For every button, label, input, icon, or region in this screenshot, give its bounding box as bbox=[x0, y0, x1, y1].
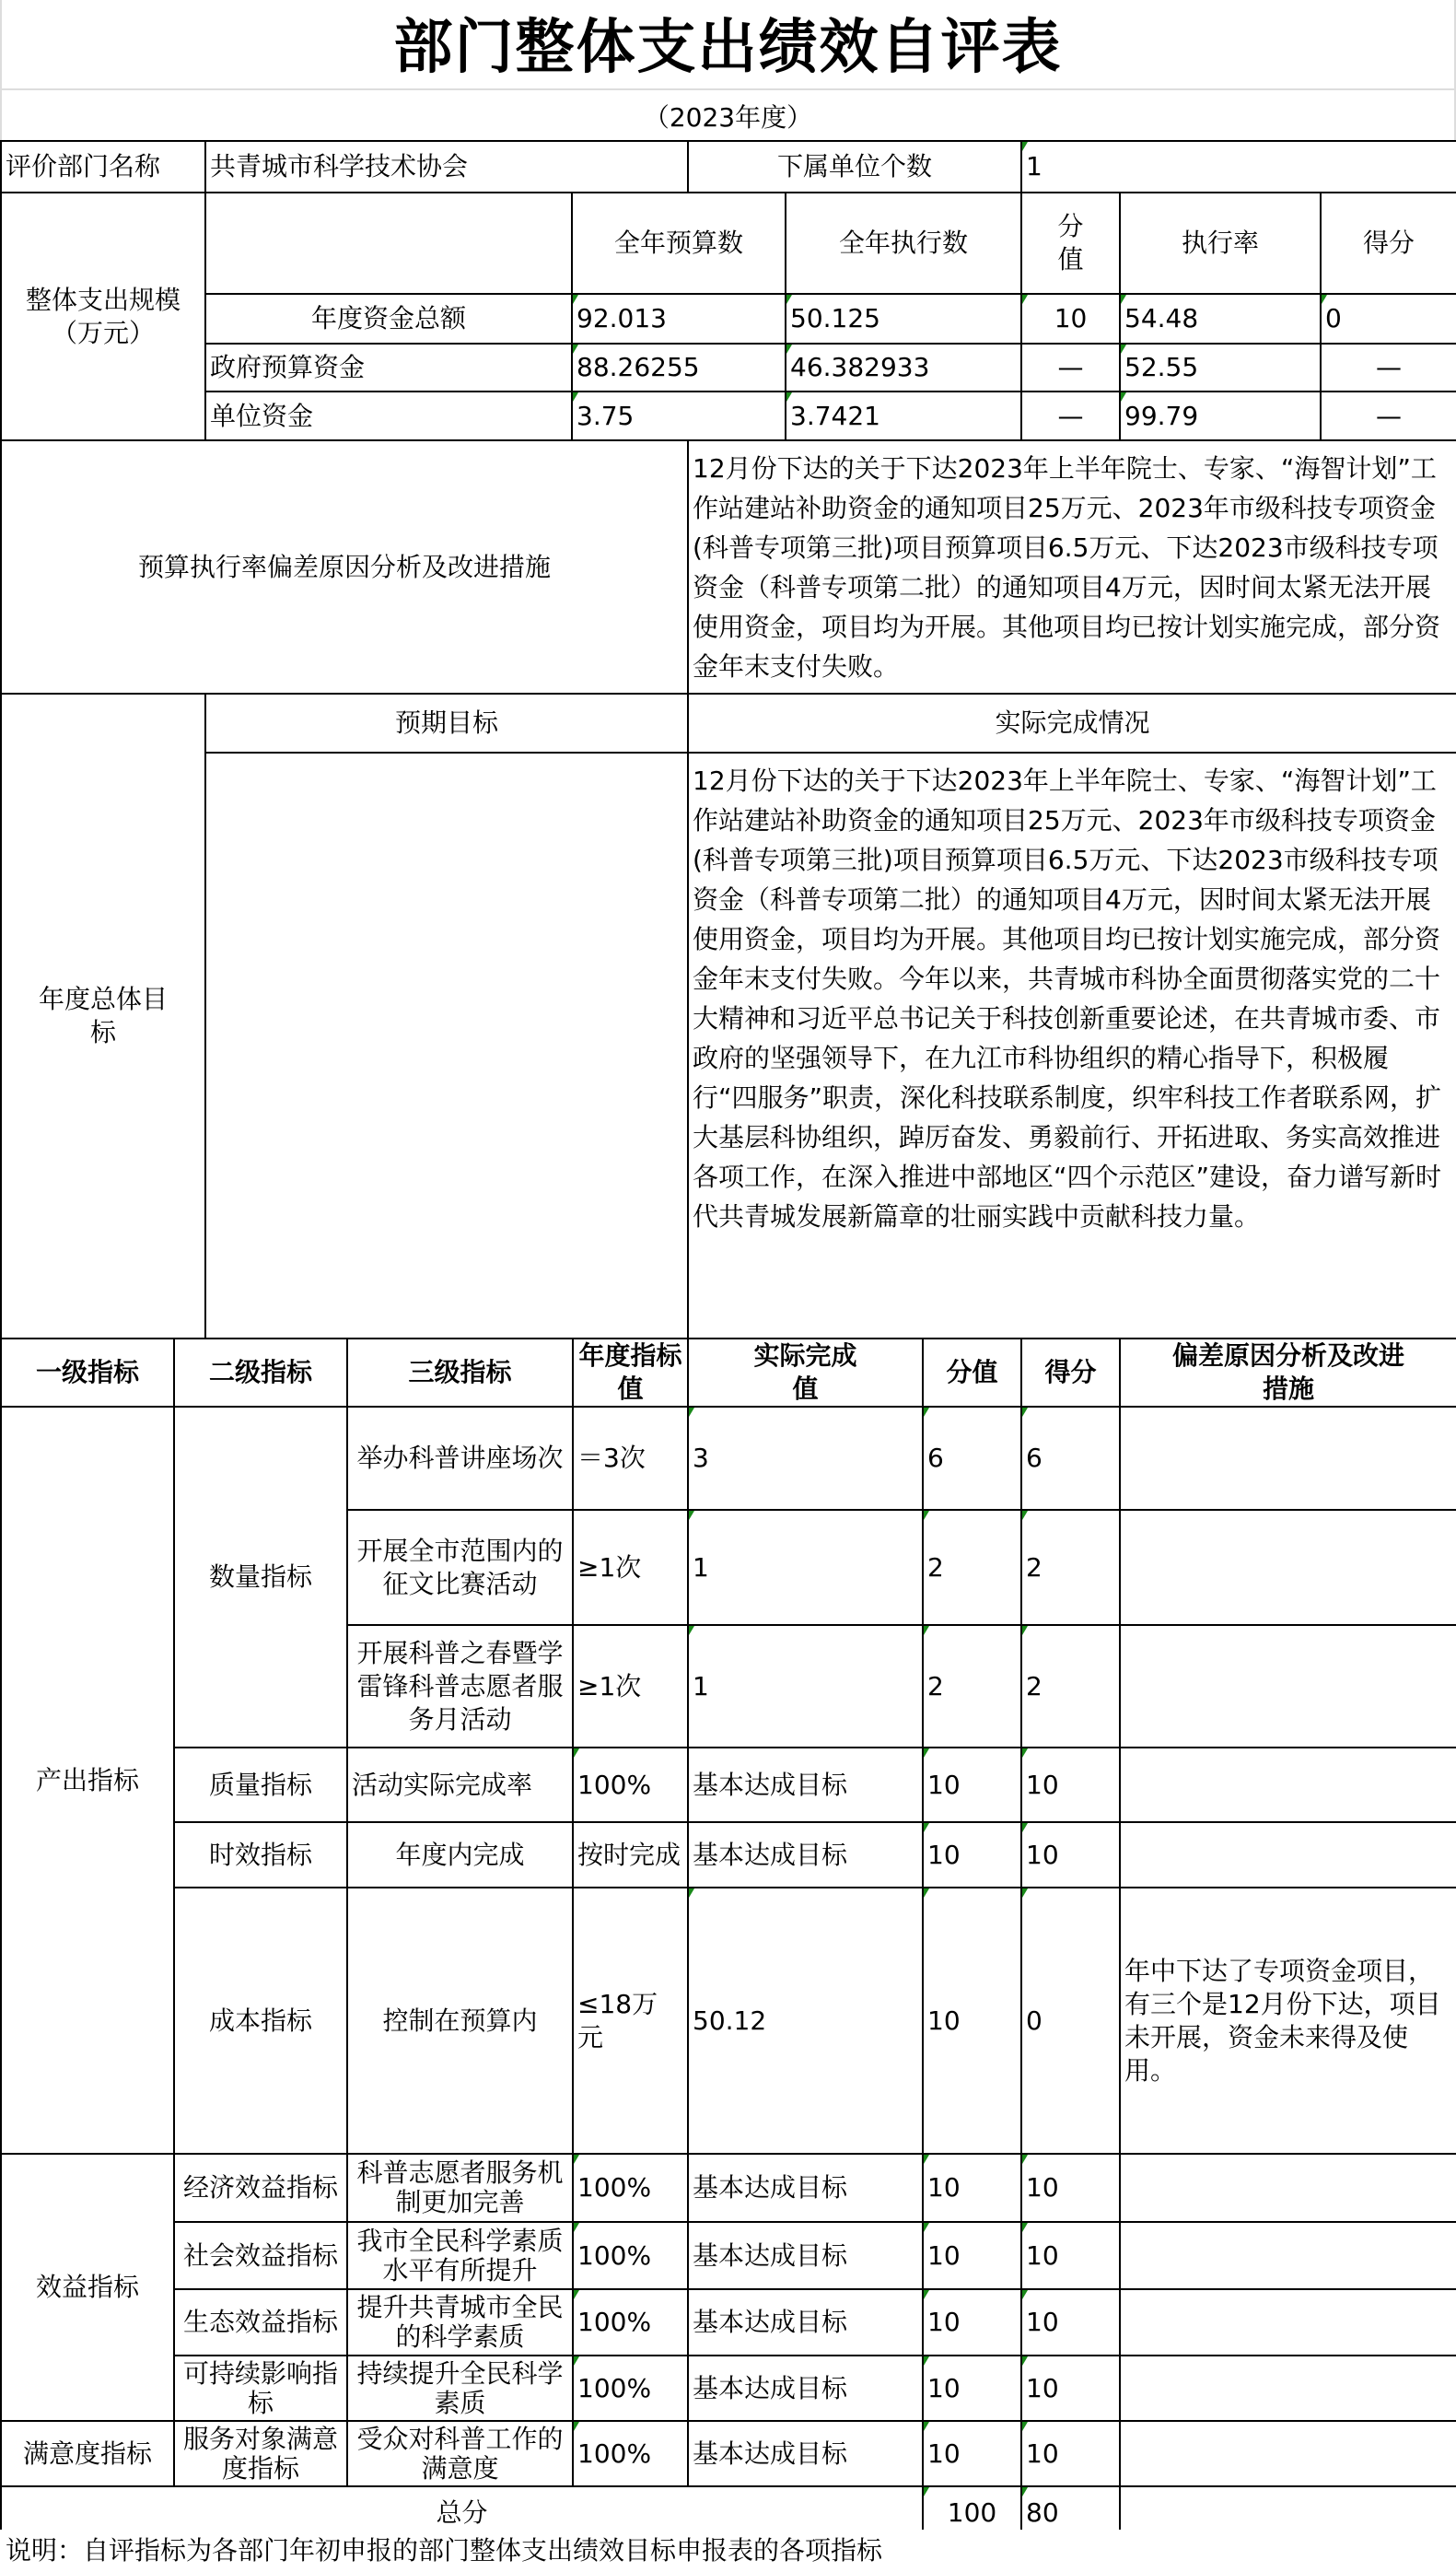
header-rate: 执行率 bbox=[1120, 193, 1321, 294]
sub-units-value: 1 bbox=[1021, 141, 1456, 193]
analysis-label: 预算执行率偏差原因分析及改进措施 bbox=[1, 440, 688, 694]
indicator-name: 开展全市范围内的征文比赛活动 bbox=[347, 1510, 573, 1625]
indicator-row bbox=[1, 1407, 1456, 1510]
header-deviation: 偏差原因分析及改进措施 bbox=[1120, 1339, 1456, 1407]
expenditure-row bbox=[1, 294, 1456, 344]
indicator-target: 100% bbox=[573, 2222, 688, 2289]
indicator-actual: 基本达成目标 bbox=[688, 2154, 923, 2222]
level2-service-satisfaction: 服务对象满意度指标 bbox=[174, 2421, 347, 2486]
blank-cell bbox=[205, 193, 572, 294]
indicators-table bbox=[0, 1338, 1456, 2541]
header-target: 年度指标值 bbox=[573, 1339, 688, 1407]
total-score: 80 bbox=[1021, 2486, 1120, 2540]
header-score: 得分 bbox=[1021, 1339, 1120, 1407]
indicator-score-value: 10 bbox=[923, 1822, 1021, 1888]
indicator-score: 10 bbox=[1021, 2154, 1120, 2222]
expenditure-header-row bbox=[1, 193, 1456, 294]
indicator-score: 0 bbox=[1021, 1888, 1120, 2154]
budget-cell: 3.75 bbox=[572, 392, 786, 440]
indicator-target: 100% bbox=[573, 2154, 688, 2222]
score-cell: 0 bbox=[1321, 294, 1456, 344]
indicator-name: 持续提升全民科学素质 bbox=[347, 2356, 573, 2421]
goals-header-row bbox=[1, 694, 1456, 753]
header-executed: 全年执行数 bbox=[786, 193, 1021, 294]
indicator-name: 科普志愿者服务机制更加完善 bbox=[347, 2154, 573, 2222]
indicator-note bbox=[1120, 2154, 1456, 2222]
expenditure-row bbox=[1, 392, 1456, 440]
indicator-score-value: 10 bbox=[923, 2154, 1021, 2222]
expected-header: 预期目标 bbox=[205, 694, 688, 753]
indicator-name: 我市全民科学素质水平有所提升 bbox=[347, 2222, 573, 2289]
indicator-note bbox=[1120, 1510, 1456, 1625]
dept-expenditure-table bbox=[0, 140, 1456, 695]
actual-text: 12月份下达的关于下达2023年上半年院士、专家、“海智计划”工作站建站补助资金的通知项目25万元、2023年市级科技专项资金(科普专项第三批)项目预算项目6.5万元、下达2023市级科技专项资金（科普专项第二批）的通知项目4万元，因时间太紧无法开展使用资金，项目均为开展。其他项目均已按计划实施完成，部分资金年末支付失败。今年以来，共青城市科协全面贯彻落实党的二十大精神和习近平总书记关于科技创新重要论述，在共青城市委、市政府的坚强领导下，在九江市科协组织的精心指导下，积极履行“四服务”职责，深化科技联系制度，织牢科技工作者联系网，扩大基层科协组织，踔厉奋发、勇毅前行、开拓进取、务实高效推进各项工作，在深入推进中部地区“四个示范区”建设，奋力谱写新时代共青城发展新篇章的壮丽实践中贡献科技力量。 bbox=[688, 753, 1456, 1339]
indicator-actual: 基本达成目标 bbox=[688, 2356, 923, 2421]
indicator-score: 10 bbox=[1021, 2289, 1120, 2356]
level1-benefit: 效益指标 bbox=[1, 2154, 174, 2421]
rate-cell: 99.79 bbox=[1120, 392, 1321, 440]
indicator-score-value: 10 bbox=[923, 1748, 1021, 1822]
goals-table bbox=[0, 693, 1456, 1339]
indicator-name: 年度内完成 bbox=[347, 1822, 573, 1888]
indicator-name: 受众对科普工作的满意度 bbox=[347, 2421, 573, 2486]
indicator-score-value: 2 bbox=[923, 1625, 1021, 1748]
indicator-target: 100% bbox=[573, 2289, 688, 2356]
indicator-target: 100% bbox=[573, 2421, 688, 2486]
indicator-row bbox=[1, 1888, 1456, 2154]
indicator-note bbox=[1120, 1625, 1456, 1748]
analysis-text: 12月份下达的关于下达2023年上半年院士、专家、“海智计划”工作站建站补助资金的通知项目25万元、2023年市级科技专项资金(科普专项第三批)项目预算项目6.5万元、下达2023市级科技专项资金（科普专项第二批）的通知项目4万元，因时间太紧无法开展使用资金，项目均为开展。其他项目均已按计划实施完成，部分资金年末支付失败。 bbox=[688, 440, 1456, 694]
indicator-note bbox=[1120, 2289, 1456, 2356]
indicator-row bbox=[1, 2222, 1456, 2289]
executed-cell: 3.7421 bbox=[786, 392, 1021, 440]
indicator-score: 10 bbox=[1021, 1748, 1120, 1822]
indicator-row bbox=[1, 2289, 1456, 2356]
goals-label: 年度总体目标 bbox=[1, 694, 205, 1339]
level2-ecological: 生态效益指标 bbox=[174, 2289, 347, 2356]
indicator-name: 举办科普讲座场次 bbox=[347, 1407, 573, 1510]
indicator-actual: 50.12 bbox=[688, 1888, 923, 2154]
analysis-row bbox=[1, 440, 1456, 694]
level2-cost: 成本指标 bbox=[174, 1888, 347, 2154]
indicator-score-value: 10 bbox=[923, 2356, 1021, 2421]
indicator-score: 10 bbox=[1021, 2421, 1120, 2486]
row-name: 年度资金总额 bbox=[205, 294, 572, 344]
executed-cell: 50.125 bbox=[786, 294, 1021, 344]
indicator-row bbox=[1, 2356, 1456, 2421]
level2-social: 社会效益指标 bbox=[174, 2222, 347, 2289]
dept-row bbox=[1, 141, 1456, 193]
indicator-name: 开展科普之春暨学雷锋科普志愿者服务月活动 bbox=[347, 1625, 573, 1748]
header-budget: 全年预算数 bbox=[572, 193, 786, 294]
indicator-name: 控制在预算内 bbox=[347, 1888, 573, 2154]
expenditure-row bbox=[1, 344, 1456, 392]
total-label: 总分 bbox=[1, 2486, 923, 2540]
budget-cell: 88.26255 bbox=[572, 344, 786, 392]
executed-cell: 46.382933 bbox=[786, 344, 1021, 392]
indicator-note bbox=[1120, 2222, 1456, 2289]
indicator-actual: 基本达成目标 bbox=[688, 1822, 923, 1888]
indicator-actual: 基本达成目标 bbox=[688, 1748, 923, 1822]
level2-quantity: 数量指标 bbox=[174, 1407, 347, 1748]
indicator-row bbox=[1, 1822, 1456, 1888]
indicator-actual: 1 bbox=[688, 1625, 923, 1748]
header-score-value: 分值 bbox=[923, 1339, 1021, 1407]
indicator-score-value: 10 bbox=[923, 2289, 1021, 2356]
budget-cell: 92.013 bbox=[572, 294, 786, 344]
indicator-name: 提升共青城市全民的科学素质 bbox=[347, 2289, 573, 2356]
indicator-row bbox=[1, 2421, 1456, 2486]
indicator-target: ≤18万元 bbox=[573, 1888, 688, 2154]
goals-body-row bbox=[1, 753, 1456, 1339]
indicator-note bbox=[1120, 2356, 1456, 2421]
indicator-actual: 1 bbox=[688, 1510, 923, 1625]
indicator-actual: 3 bbox=[688, 1407, 923, 1510]
level2-quality: 质量指标 bbox=[174, 1748, 347, 1822]
indicator-target: 按时完成 bbox=[573, 1822, 688, 1888]
indicator-name: 活动实际完成率 bbox=[347, 1748, 573, 1822]
indicator-row bbox=[1, 2154, 1456, 2222]
level2-sustainability: 可持续影响指标 bbox=[174, 2356, 347, 2421]
header-score: 得分 bbox=[1321, 193, 1456, 294]
header-score-value: 分值 bbox=[1021, 193, 1120, 294]
score-value-cell: — bbox=[1021, 392, 1120, 440]
indicator-score-value: 2 bbox=[923, 1510, 1021, 1625]
indicator-note bbox=[1120, 1407, 1456, 1510]
indicator-row bbox=[1, 1748, 1456, 1822]
indicator-note bbox=[1120, 2421, 1456, 2486]
indicator-score: 6 bbox=[1021, 1407, 1120, 1510]
indicator-target: 100% bbox=[573, 1748, 688, 1822]
footnote: 说明：自评指标为各部门年初申报的部门整体支出绩效目标申报表的各项指标 bbox=[0, 2530, 1456, 2572]
score-cell: — bbox=[1321, 344, 1456, 392]
level2-timeliness: 时效指标 bbox=[174, 1822, 347, 1888]
header-level1: 一级指标 bbox=[1, 1339, 174, 1407]
indicator-target: 100% bbox=[573, 2356, 688, 2421]
score-value-cell: — bbox=[1021, 344, 1120, 392]
sub-units-label: 下属单位个数 bbox=[688, 141, 1021, 193]
level1-output: 产出指标 bbox=[1, 1407, 174, 2154]
indicator-actual: 基本达成目标 bbox=[688, 2222, 923, 2289]
page-title: 部门整体支出绩效自评表 bbox=[0, 0, 1456, 88]
expected-text bbox=[205, 753, 688, 1339]
level1-satisfaction: 满意度指标 bbox=[1, 2421, 174, 2486]
rate-cell: 54.48 bbox=[1120, 294, 1321, 344]
total-score-value: 100 bbox=[923, 2486, 1021, 2540]
header-actual: 实际完成值 bbox=[688, 1339, 923, 1407]
indicator-note bbox=[1120, 1822, 1456, 1888]
rate-cell: 52.55 bbox=[1120, 344, 1321, 392]
indicator-score: 10 bbox=[1021, 2222, 1120, 2289]
indicator-actual: 基本达成目标 bbox=[688, 2289, 923, 2356]
indicator-target: ≥1次 bbox=[573, 1510, 688, 1625]
indicators-header-row bbox=[1, 1339, 1456, 1407]
row-name: 单位资金 bbox=[205, 392, 572, 440]
indicator-target: ≥1次 bbox=[573, 1625, 688, 1748]
indicator-score-value: 6 bbox=[923, 1407, 1021, 1510]
indicator-actual: 基本达成目标 bbox=[688, 2421, 923, 2486]
score-cell: — bbox=[1321, 392, 1456, 440]
expenditure-label: 整体支出规模（万元） bbox=[1, 193, 205, 440]
row-name: 政府预算资金 bbox=[205, 344, 572, 392]
indicator-score: 10 bbox=[1021, 2356, 1120, 2421]
actual-header: 实际完成情况 bbox=[688, 694, 1456, 753]
indicator-target: ＝3次 bbox=[573, 1407, 688, 1510]
header-level3: 三级指标 bbox=[347, 1339, 573, 1407]
year-subtitle: （2023年度） bbox=[0, 88, 1456, 140]
indicator-note bbox=[1120, 1748, 1456, 1822]
indicator-score: 10 bbox=[1021, 1822, 1120, 1888]
indicator-note: 年中下达了专项资金项目，有三个是12月份下达，项目未开展，资金未来得及使用。 bbox=[1120, 1888, 1456, 2154]
dept-name-label: 评价部门名称 bbox=[1, 141, 205, 193]
score-value-cell: 10 bbox=[1021, 294, 1120, 344]
level2-economic: 经济效益指标 bbox=[174, 2154, 347, 2222]
dept-name-value: 共青城市科学技术协会 bbox=[205, 141, 688, 193]
header-level2: 二级指标 bbox=[174, 1339, 347, 1407]
indicator-score-value: 10 bbox=[923, 2222, 1021, 2289]
indicator-score: 2 bbox=[1021, 1625, 1120, 1748]
indicator-score-value: 10 bbox=[923, 1888, 1021, 2154]
indicator-score-value: 10 bbox=[923, 2421, 1021, 2486]
indicator-score: 2 bbox=[1021, 1510, 1120, 1625]
